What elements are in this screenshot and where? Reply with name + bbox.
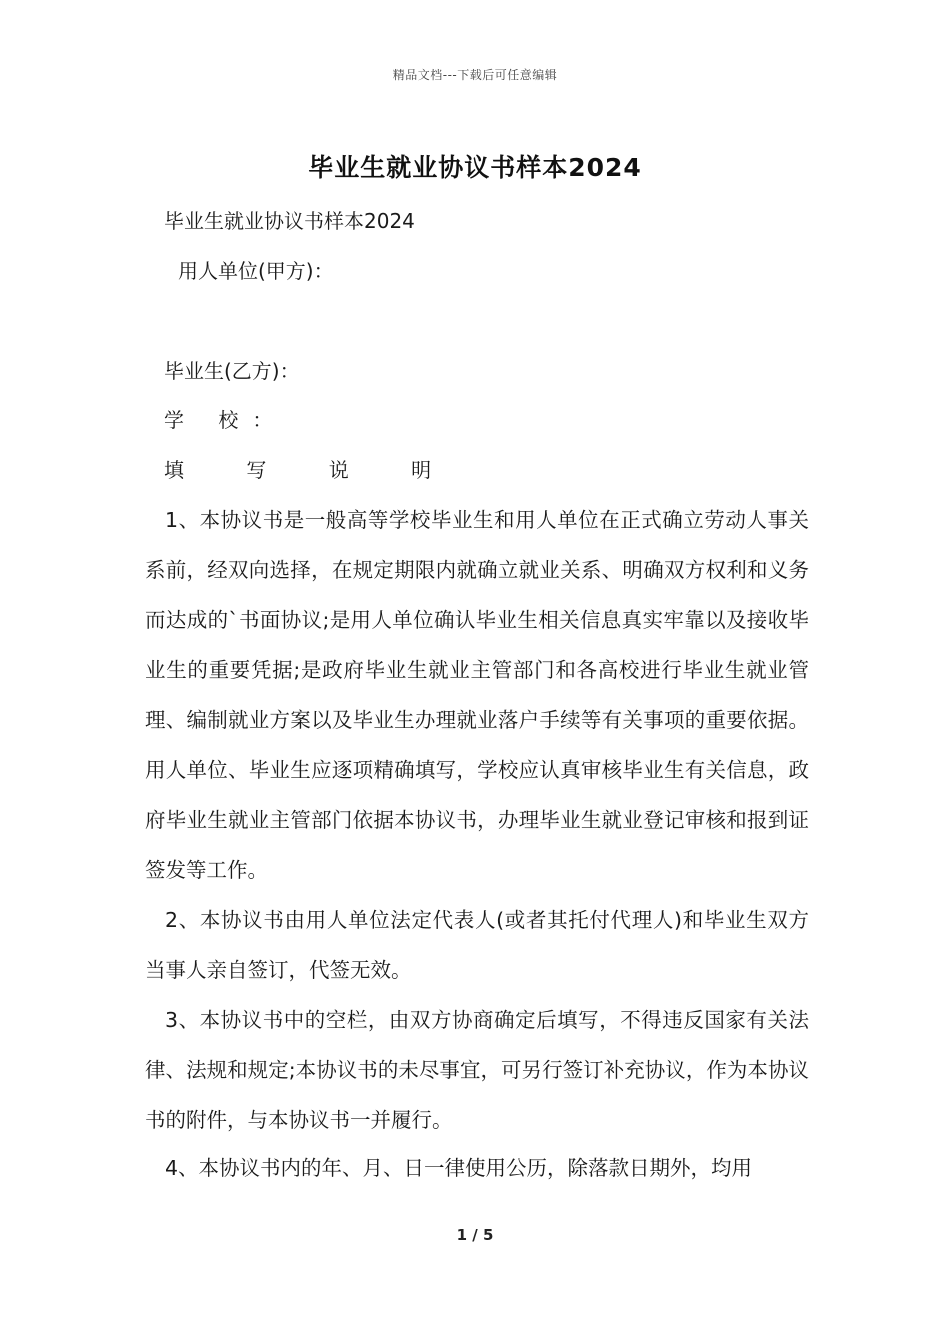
school-label: 学 校： xyxy=(164,408,287,432)
instruction-paragraph-1: 1、本协议书是一般高等学校毕业生和用人单位在正式确立劳动人事关系前，经双向选择，在规定期限内就确立就业关系、明确双方权利和义务而达成的`书面协议;是用人单位确认毕业生相关信息真实牢靠以及接收毕业生的重要凭据;是政府毕业生就业主管部门和各高校进行毕业生就业管理、编制就业方案以及毕业生办理就业落户手续等有关事项的重要依据。用人单位、毕业生应逐项精确填写，学校应认真审核毕业生有关信息，政府毕业生就业主管部门依据本协议书，办理毕业生就业登记审核和报到证签发等工作。 xyxy=(145,508,809,882)
instruction-paragraph-4: 4、本协议书内的年、月、日一律使用公历，除落款日期外，均用 xyxy=(165,1156,753,1180)
instruction-paragraph-3: 3、本协议书中的空栏，由双方协商确定后填写，不得违反国家有关法律、法规和规定;本协议书的未尽事宜，可另行签订补充协议，作为本协议书的附件，与本协议书一并履行。 xyxy=(145,1008,809,1132)
document-subtitle: 毕业生就业协议书样本2024 xyxy=(164,209,415,233)
document-title: 毕业生就业协议书样本2024 xyxy=(308,153,642,182)
page-number: 1 / 5 xyxy=(456,1226,494,1244)
graduate-label: 毕业生(乙方)： xyxy=(164,359,300,383)
instructions-heading: 填 写 说 明 xyxy=(164,458,460,482)
header-note: 精品文档---下载后可任意编辑 xyxy=(392,68,558,82)
employer-label: 用人单位(甲方)： xyxy=(178,259,334,283)
instruction-paragraph-2: 2、本协议书由用人单位法定代表人(或者其托付代理人)和毕业生双方当事人亲自签订，代签无效。 xyxy=(145,908,809,982)
